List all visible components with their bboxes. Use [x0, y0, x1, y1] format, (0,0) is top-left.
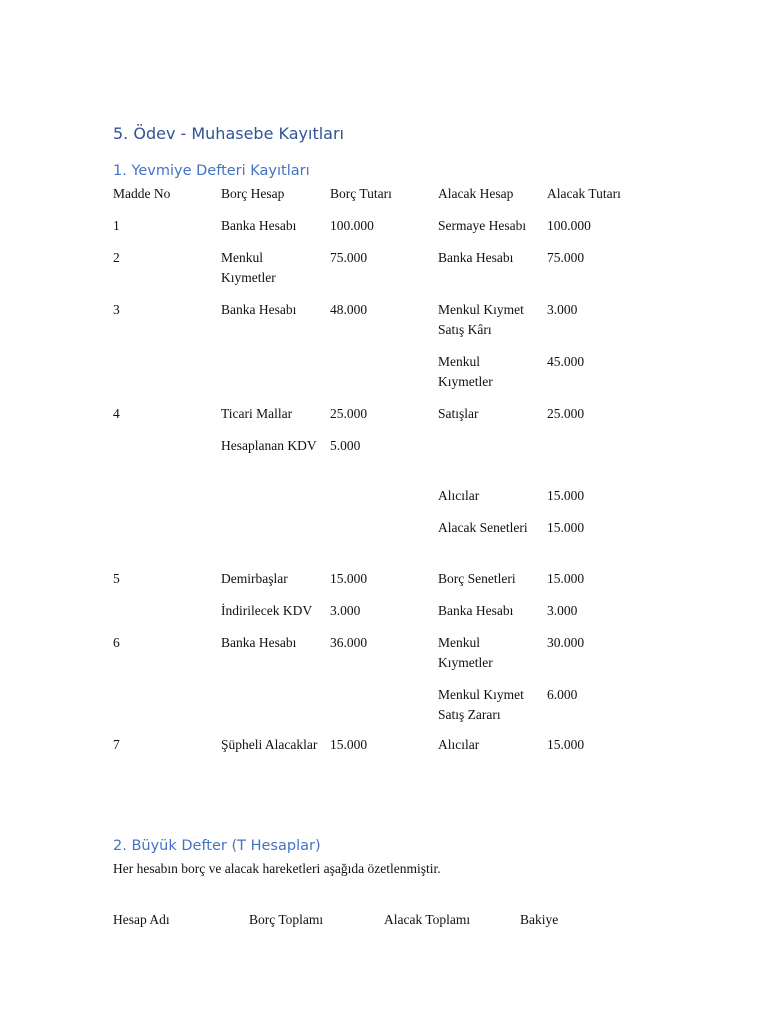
journal-cell-borc-hesap: Banka Hesabı — [221, 218, 297, 233]
journal-cell-alacak-tutari: 100.000 — [547, 218, 591, 233]
header-madde-no: Madde No — [113, 186, 171, 201]
header-borc-tutari: Borç Tutarı — [330, 186, 392, 201]
journal-cell-madde-no: 1 — [113, 218, 120, 233]
journal-cell-borc-hesap: Demirbaşlar — [221, 571, 288, 586]
journal-cell-alacak-tutari: 75.000 — [547, 250, 585, 265]
journal-cell-borc-tutari: 3.000 — [330, 603, 361, 618]
journal-cell-madde-no: 3 — [113, 302, 120, 317]
journal-cell-alacak-tutari: 30.000 — [547, 635, 585, 650]
journal-cell-alacak-tutari: 6.000 — [547, 687, 578, 702]
journal-cell-borc-tutari: 25.000 — [330, 406, 368, 421]
journal-cell-alacak-tutari: 45.000 — [547, 354, 585, 369]
journal-cell-borc-hesap: Ticari Mallar — [221, 406, 293, 421]
ledger-header-hesap-adi: Hesap Adı — [113, 912, 170, 927]
journal-cell-borc-hesap: İndirilecek KDV — [221, 603, 313, 618]
journal-cell-madde-no: 7 — [113, 737, 120, 752]
journal-cell-madde-no: 2 — [113, 250, 120, 265]
journal-cell-madde-no: 6 — [113, 635, 120, 650]
journal-cell-alacak-tutari: 3.000 — [547, 302, 578, 317]
journal-cell-borc-tutari: 15.000 — [330, 571, 368, 586]
header-alacak-tutari: Alacak Tutarı — [547, 186, 621, 201]
journal-cell-alacak-hesap: Satışlar — [438, 406, 479, 421]
journal-cell-madde-no: 5 — [113, 571, 120, 586]
journal-cell-alacak-hesap: Alacak Senetleri — [438, 520, 528, 535]
journal-cell-madde-no: 4 — [113, 406, 120, 421]
journal-cell-borc-tutari: 5.000 — [330, 438, 361, 453]
header-alacak-hesap: Alacak Hesap — [438, 186, 514, 201]
journal-cell-alacak-tutari: 15.000 — [547, 571, 585, 586]
journal-cell-borc-hesap: Banka Hesabı — [221, 635, 297, 650]
journal-cell-alacak-hesap: Menkul Kıymet Satış Zararı — [438, 687, 524, 722]
journal-cell-alacak-tutari: 15.000 — [547, 737, 585, 752]
journal-cell-borc-hesap: Banka Hesabı — [221, 302, 297, 317]
ledger-header-borc-toplami: Borç Toplamı — [249, 912, 324, 927]
journal-cell-alacak-hesap: Banka Hesabı — [438, 603, 514, 618]
journal-cell-alacak-hesap: Banka Hesabı — [438, 250, 514, 265]
section-heading-journal: 1. Yevmiye Defteri Kayıtları — [113, 163, 310, 179]
document-title: 5. Ödev - Muhasebe Kayıtları — [113, 124, 344, 143]
journal-cell-borc-tutari: 48.000 — [330, 302, 368, 317]
ledger-header-bakiye: Bakiye — [520, 912, 559, 927]
ledger-header-alacak-toplami: Alacak Toplamı — [384, 912, 471, 927]
journal-cell-alacak-hesap: Sermaye Hesabı — [438, 218, 527, 233]
journal-cell-borc-hesap: Hesaplanan KDV — [221, 438, 317, 453]
journal-cell-borc-tutari: 36.000 — [330, 635, 368, 650]
section-heading-ledger: 2. Büyük Defter (T Hesaplar) — [113, 838, 321, 854]
journal-cell-alacak-hesap: Alıcılar — [438, 737, 480, 752]
ledger-header-row — [113, 912, 673, 932]
journal-cell-alacak-tutari: 25.000 — [547, 406, 585, 421]
journal-cell-alacak-hesap: Menkul Kıymetler — [438, 635, 493, 670]
journal-cell-borc-tutari: 15.000 — [330, 737, 368, 752]
journal-cell-alacak-hesap: Alıcılar — [438, 488, 480, 503]
journal-cell-alacak-hesap: Borç Senetleri — [438, 571, 516, 586]
journal-cell-borc-tutari: 100.000 — [330, 218, 374, 233]
journal-cell-alacak-tutari: 3.000 — [547, 603, 578, 618]
journal-cell-borc-hesap: Şüpheli Alacaklar — [221, 737, 318, 752]
journal-cell-alacak-tutari: 15.000 — [547, 520, 585, 535]
journal-cell-alacak-hesap: Menkul Kıymetler — [438, 354, 493, 389]
journal-cell-alacak-tutari: 15.000 — [547, 488, 585, 503]
journal-cell-borc-tutari: 75.000 — [330, 250, 368, 265]
header-borc-hesap: Borç Hesap — [221, 186, 285, 201]
journal-cell-alacak-hesap: Menkul Kıymet Satış Kârı — [438, 302, 524, 337]
ledger-intro-text: Her hesabın borç ve alacak hareketleri aşağıda özetlenmiştir. — [113, 861, 441, 876]
journal-cell-borc-hesap: Menkul Kıymetler — [221, 250, 276, 285]
